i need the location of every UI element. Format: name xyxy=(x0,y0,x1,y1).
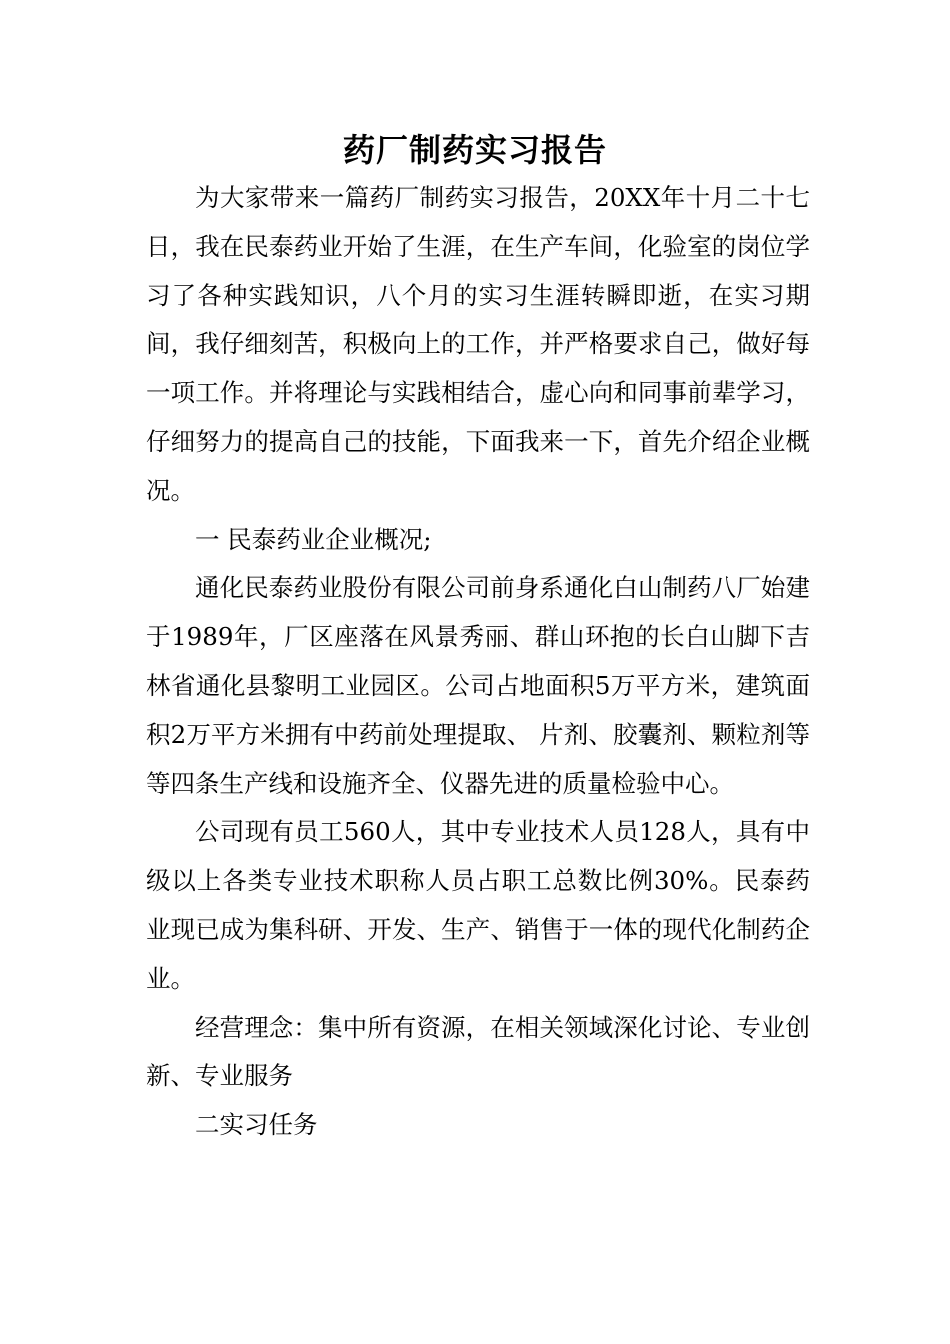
section-heading-company-overview: 一 民泰药业企业概况; xyxy=(195,524,432,554)
paragraph-intro: 为大家带来一篇药厂制药实习报告，20XX年十月二十七日，我在民泰药业开始了生涯，在生产车间，化验室的岗位学习了各种实践知识，八个月的实习生涯转瞬即逝，在实习期间，我仔细刻苦，积极向上的工作，并严格要求自己，做好每一项工作。并将理论与实践相结合，虚心向和同事前辈学习，仔细努力的提高自己的技能，下面我来一下，首先介绍企业概况。 xyxy=(146,183,810,505)
paragraph-staff: 公司现有员工560人，其中专业技术人员128人，具有中级以上各类专业技术职称人员占职工总数比例30%。民泰药业现已成为集科研、开发、生产、销售于一体的现代化制药企业。 xyxy=(146,817,810,993)
section-heading-internship-tasks: 二实习任务 xyxy=(195,1110,318,1140)
document-title: 药厂制药实习报告 xyxy=(342,131,607,169)
paragraph-business-philosophy: 经营理念：集中所有资源，在相关领域深化讨论、专业创新、专业服务 xyxy=(146,1012,810,1091)
paragraph-company-history: 通化民泰药业股份有限公司前身系通化白山制药八厂始建于1989年，厂区座落在风景秀丽、群山环抱的长白山脚下吉林省通化县黎明工业园区。公司占地面积5万平方米，建筑面积2万平方米拥有中药前处理提取、 片剂、胶囊剂、颗粒剂等等四条生产线和设施齐全、仪器先进的质量检验中心。 xyxy=(146,573,810,798)
document-body xyxy=(146,174,810,1150)
